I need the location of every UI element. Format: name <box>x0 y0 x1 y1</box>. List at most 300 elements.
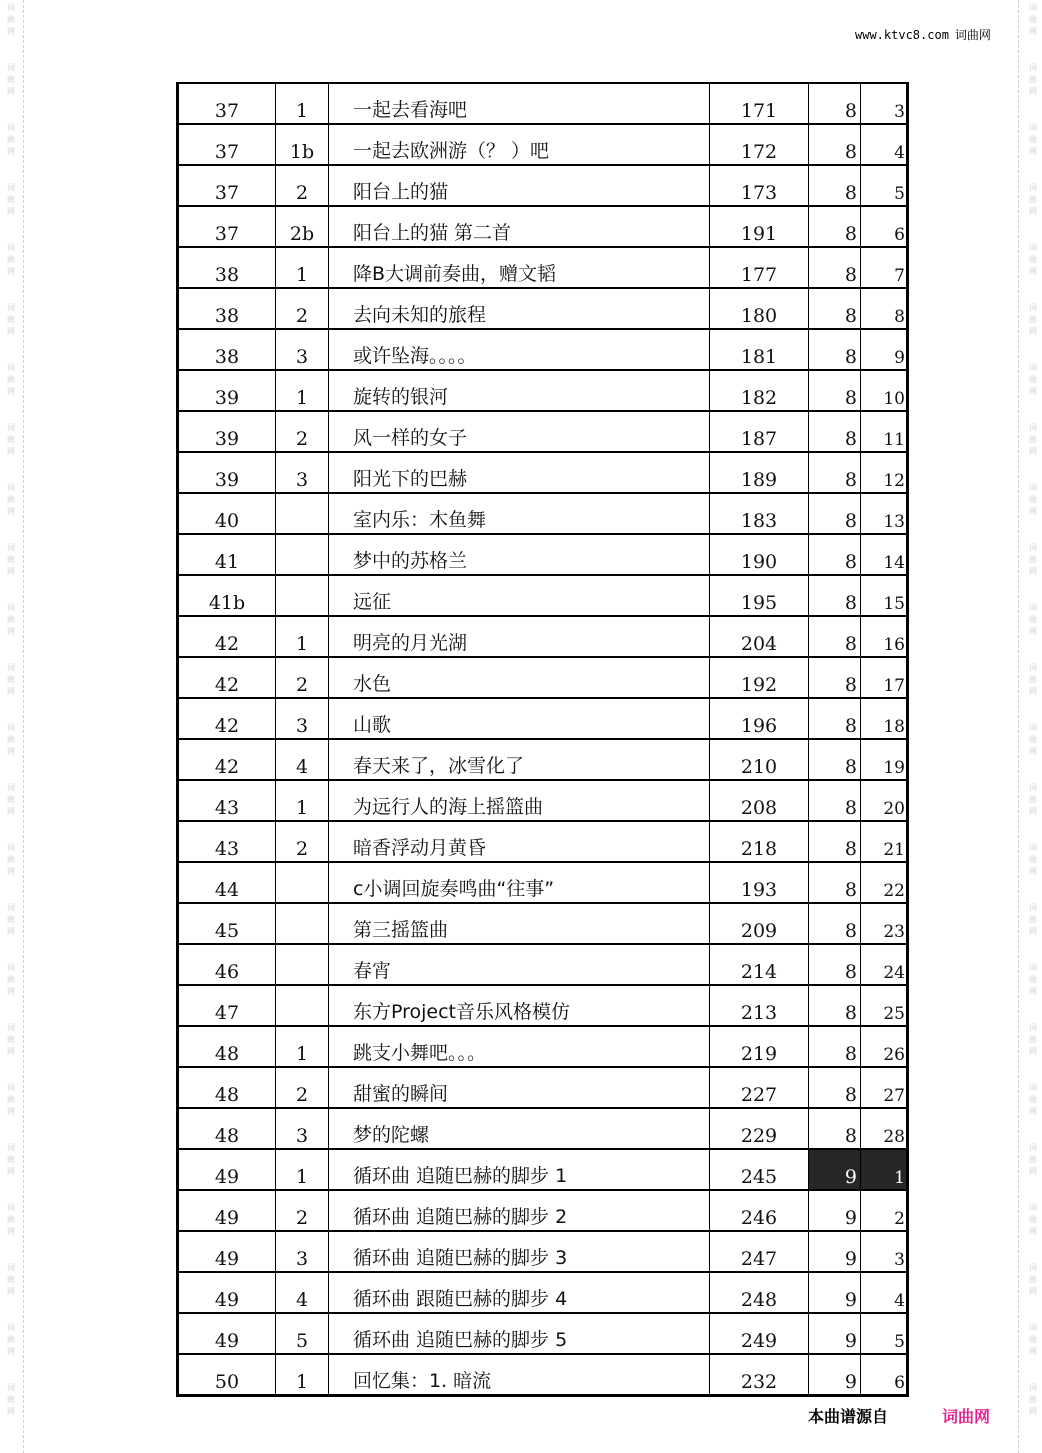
cell-volume: 8 <box>809 534 861 575</box>
cell-part: 3 <box>276 452 329 493</box>
cell-part: 4 <box>276 1272 329 1313</box>
cell-title: 循环曲 追随巴赫的脚步 2 <box>329 1190 710 1231</box>
cell-title: 旋转的银河 <box>329 370 710 411</box>
cell-volume: 9 <box>809 1354 861 1396</box>
cell-page: 16 <box>861 616 908 657</box>
watermark-group <box>1029 780 1037 840</box>
watermark-group <box>7 300 15 360</box>
watermark-char: 网 <box>1029 1107 1037 1116</box>
watermark-group <box>7 780 15 840</box>
cell-page: 19 <box>861 739 908 780</box>
watermark-char: 词 <box>7 1383 15 1392</box>
cell-series: 42 <box>178 657 276 698</box>
watermark-char: 曲 <box>1029 1335 1037 1344</box>
watermark-char: 词 <box>7 483 15 492</box>
cell-series: 38 <box>178 288 276 329</box>
cell-number: 189 <box>710 452 809 493</box>
cell-number: 196 <box>710 698 809 739</box>
cell-page: 11 <box>861 411 908 452</box>
watermark-char: 曲 <box>1029 795 1037 804</box>
watermark-char: 词 <box>1029 303 1037 312</box>
cell-title: 降B大调前奏曲，赠文韬 <box>329 247 710 288</box>
cell-part: 3 <box>276 329 329 370</box>
watermark-char: 曲 <box>1029 435 1037 444</box>
cell-part: 1 <box>276 1026 329 1067</box>
footer-source-label: 本曲谱源自 <box>808 1407 889 1426</box>
watermark-group <box>7 540 15 600</box>
cell-page: 9 <box>861 329 908 370</box>
cell-part: 2 <box>276 1190 329 1231</box>
watermark-char: 词 <box>7 123 15 132</box>
cell-series: 37 <box>178 124 276 165</box>
cell-number: 210 <box>710 739 809 780</box>
cell-page: 4 <box>861 124 908 165</box>
cell-part <box>276 944 329 985</box>
watermark-char: 网 <box>7 27 15 36</box>
table-row <box>178 124 908 165</box>
cell-part: 2b <box>276 206 329 247</box>
cell-volume: 8 <box>809 247 861 288</box>
cell-page: 27 <box>861 1067 908 1108</box>
right-watermark-strip <box>1024 0 1042 1453</box>
watermark-char: 曲 <box>7 1035 15 1044</box>
watermark-char: 网 <box>1029 447 1037 456</box>
watermark-char: 曲 <box>7 615 15 624</box>
table-row <box>178 1231 908 1272</box>
cell-part: 1b <box>276 124 329 165</box>
cell-number: 191 <box>710 206 809 247</box>
watermark-char: 网 <box>1029 507 1037 516</box>
site-url[interactable]: www.ktvc8.com <box>855 28 949 42</box>
watermark-char: 曲 <box>1029 675 1037 684</box>
cell-title: 去向未知的旅程 <box>329 288 710 329</box>
watermark-char: 词 <box>1029 1263 1037 1272</box>
site-name: 词曲网 <box>954 28 991 42</box>
cell-volume: 8 <box>809 862 861 903</box>
cell-series: 49 <box>178 1313 276 1354</box>
cell-volume: 9 <box>809 1190 861 1231</box>
cell-part <box>276 985 329 1026</box>
watermark-char: 词 <box>7 243 15 252</box>
watermark-char: 词 <box>1029 123 1037 132</box>
watermark-char: 网 <box>1029 567 1037 576</box>
cell-number: 213 <box>710 985 809 1026</box>
watermark-char: 词 <box>1029 63 1037 72</box>
cell-title: 暗香浮动月黄昏 <box>329 821 710 862</box>
cell-page: 13 <box>861 493 908 534</box>
watermark-char: 词 <box>1029 483 1037 492</box>
cell-series: 42 <box>178 698 276 739</box>
watermark-group <box>1029 360 1037 420</box>
cell-part: 5 <box>276 1313 329 1354</box>
watermark-char: 曲 <box>7 255 15 264</box>
cell-page: 5 <box>861 165 908 206</box>
cell-part <box>276 534 329 575</box>
table-row <box>178 329 908 370</box>
watermark-group <box>7 1200 15 1260</box>
watermark-char: 网 <box>1029 1407 1037 1416</box>
watermark-group <box>7 420 15 480</box>
cell-volume: 9 <box>809 1149 861 1190</box>
site-header[interactable] <box>855 26 991 43</box>
watermark-group <box>7 900 15 960</box>
watermark-char: 曲 <box>1029 75 1037 84</box>
cell-number: 172 <box>710 124 809 165</box>
cell-title: 第三摇篮曲 <box>329 903 710 944</box>
cell-number: 245 <box>710 1149 809 1190</box>
watermark-char: 网 <box>1029 207 1037 216</box>
watermark-char: 网 <box>7 147 15 156</box>
watermark-group <box>7 660 15 720</box>
cell-title: 春天来了，冰雪化了 <box>329 739 710 780</box>
watermark-char: 曲 <box>7 375 15 384</box>
cell-title: 一起去看海吧 <box>329 83 710 124</box>
watermark-char: 词 <box>7 843 15 852</box>
cell-page: 26 <box>861 1026 908 1067</box>
watermark-group <box>7 360 15 420</box>
watermark-char: 词 <box>1029 423 1037 432</box>
watermark-char: 网 <box>7 1227 15 1236</box>
cell-page: 24 <box>861 944 908 985</box>
table-row <box>178 411 908 452</box>
watermark-char: 网 <box>1029 1287 1037 1296</box>
cell-title: 梦的陀螺 <box>329 1108 710 1149</box>
cell-number: 218 <box>710 821 809 862</box>
cell-series: 44 <box>178 862 276 903</box>
cell-volume: 8 <box>809 1108 861 1149</box>
cell-volume: 8 <box>809 616 861 657</box>
cell-page: 18 <box>861 698 908 739</box>
cell-volume: 8 <box>809 575 861 616</box>
watermark-char: 曲 <box>1029 555 1037 564</box>
table-row <box>178 1313 908 1354</box>
watermark-char: 曲 <box>7 795 15 804</box>
watermark-char: 曲 <box>1029 735 1037 744</box>
cell-number: 193 <box>710 862 809 903</box>
watermark-char: 网 <box>1029 987 1037 996</box>
watermark-group <box>1029 1020 1037 1080</box>
cell-part: 2 <box>276 288 329 329</box>
cell-page: 5 <box>861 1313 908 1354</box>
watermark-group <box>7 240 15 300</box>
cell-title: 水色 <box>329 657 710 698</box>
watermark-char: 网 <box>7 1107 15 1116</box>
cell-part: 1 <box>276 83 329 124</box>
watermark-group <box>7 1140 15 1200</box>
table-row <box>178 944 908 985</box>
watermark-group <box>7 960 15 1020</box>
cell-title: 阳台上的猫 第二首 <box>329 206 710 247</box>
watermark-char: 词 <box>1029 1323 1037 1332</box>
cell-number: 219 <box>710 1026 809 1067</box>
watermark-group <box>7 600 15 660</box>
table-row <box>178 534 908 575</box>
watermark-char: 曲 <box>1029 1095 1037 1104</box>
watermark-group <box>1029 1260 1037 1320</box>
cell-number: 192 <box>710 657 809 698</box>
watermark-char: 网 <box>1029 1347 1037 1356</box>
table-row <box>178 862 908 903</box>
watermark-char: 曲 <box>1029 1215 1037 1224</box>
watermark-char: 词 <box>1029 783 1037 792</box>
watermark-group <box>1029 480 1037 540</box>
cell-part <box>276 862 329 903</box>
table-row <box>178 616 908 657</box>
left-margin-line <box>23 0 24 1453</box>
watermark-char: 词 <box>7 3 15 12</box>
cell-number: 247 <box>710 1231 809 1272</box>
cell-volume: 8 <box>809 83 861 124</box>
watermark-group <box>7 840 15 900</box>
footer-site-name[interactable]: 词曲网 <box>942 1407 991 1426</box>
cell-page: 17 <box>861 657 908 698</box>
watermark-char: 词 <box>7 783 15 792</box>
cell-volume: 8 <box>809 985 861 1026</box>
watermark-char: 词 <box>7 663 15 672</box>
cell-part: 2 <box>276 821 329 862</box>
table-row <box>178 288 908 329</box>
cell-series: 39 <box>178 370 276 411</box>
cell-part: 3 <box>276 1231 329 1272</box>
cell-title: 梦中的苏格兰 <box>329 534 710 575</box>
cell-part: 2 <box>276 657 329 698</box>
watermark-group <box>1029 840 1037 900</box>
watermark-group <box>7 1320 15 1380</box>
watermark-char: 网 <box>1029 1227 1037 1236</box>
watermark-char: 词 <box>1029 963 1037 972</box>
cell-title: 阳光下的巴赫 <box>329 452 710 493</box>
cell-volume: 8 <box>809 124 861 165</box>
table-row <box>178 247 908 288</box>
cell-page: 10 <box>861 370 908 411</box>
cell-title: 明亮的月光湖 <box>329 616 710 657</box>
cell-number: 173 <box>710 165 809 206</box>
watermark-char: 曲 <box>1029 1035 1037 1044</box>
cell-part: 1 <box>276 1354 329 1396</box>
watermark-char: 网 <box>7 987 15 996</box>
watermark-char: 词 <box>7 603 15 612</box>
cell-part: 4 <box>276 739 329 780</box>
watermark-group <box>1029 1140 1037 1200</box>
watermark-char: 网 <box>1029 267 1037 276</box>
cell-volume: 8 <box>809 329 861 370</box>
cell-part: 1 <box>276 1149 329 1190</box>
cell-series: 37 <box>178 206 276 247</box>
watermark-char: 词 <box>1029 543 1037 552</box>
table-row <box>178 1108 908 1149</box>
cell-series: 42 <box>178 616 276 657</box>
cell-volume: 8 <box>809 206 861 247</box>
cell-page: 7 <box>861 247 908 288</box>
cell-part: 2 <box>276 1067 329 1108</box>
cell-number: 249 <box>710 1313 809 1354</box>
watermark-char: 曲 <box>1029 1395 1037 1404</box>
cell-series: 38 <box>178 247 276 288</box>
watermark-char: 曲 <box>1029 135 1037 144</box>
cell-part <box>276 903 329 944</box>
watermark-char: 网 <box>1029 687 1037 696</box>
watermark-group <box>1029 1200 1037 1260</box>
cell-page: 3 <box>861 83 908 124</box>
watermark-char: 网 <box>7 1287 15 1296</box>
watermark-char: 曲 <box>7 1095 15 1104</box>
score-catalog-table <box>176 82 909 1397</box>
watermark-char: 词 <box>1029 243 1037 252</box>
cell-volume: 8 <box>809 165 861 206</box>
watermark-group <box>7 0 15 60</box>
cell-volume: 8 <box>809 1067 861 1108</box>
cell-volume: 8 <box>809 657 861 698</box>
table-row <box>178 698 908 739</box>
cell-number: 246 <box>710 1190 809 1231</box>
cell-volume: 8 <box>809 821 861 862</box>
watermark-char: 词 <box>7 1203 15 1212</box>
table-row <box>178 575 908 616</box>
watermark-char: 曲 <box>7 195 15 204</box>
table-row <box>178 657 908 698</box>
cell-title: c小调回旋奏鸣曲“往事” <box>329 862 710 903</box>
watermark-char: 词 <box>1029 1083 1037 1092</box>
cell-number: 171 <box>710 83 809 124</box>
watermark-char: 词 <box>7 423 15 432</box>
cell-part <box>276 575 329 616</box>
cell-number: 229 <box>710 1108 809 1149</box>
watermark-char: 曲 <box>7 135 15 144</box>
watermark-char: 词 <box>1029 1023 1037 1032</box>
cell-title: 循环曲 追随巴赫的脚步 3 <box>329 1231 710 1272</box>
cell-series: 50 <box>178 1354 276 1396</box>
cell-page: 22 <box>861 862 908 903</box>
watermark-char: 词 <box>7 1323 15 1332</box>
watermark-group <box>7 120 15 180</box>
watermark-char: 曲 <box>7 735 15 744</box>
watermark-char: 曲 <box>7 1275 15 1284</box>
cell-title: 阳台上的猫 <box>329 165 710 206</box>
watermark-char: 词 <box>7 723 15 732</box>
watermark-char: 曲 <box>7 495 15 504</box>
cell-series: 43 <box>178 821 276 862</box>
cell-page: 15 <box>861 575 908 616</box>
table-row <box>178 985 908 1026</box>
watermark-char: 词 <box>1029 363 1037 372</box>
watermark-char: 曲 <box>1029 855 1037 864</box>
watermark-char: 曲 <box>1029 195 1037 204</box>
table-row <box>178 1067 908 1108</box>
left-watermark-strip <box>2 0 20 1453</box>
watermark-char: 词 <box>1029 903 1037 912</box>
watermark-char: 曲 <box>1029 1155 1037 1164</box>
cell-page: 20 <box>861 780 908 821</box>
cell-series: 37 <box>178 83 276 124</box>
table-row <box>178 83 908 124</box>
watermark-char: 网 <box>7 807 15 816</box>
watermark-group <box>1029 540 1037 600</box>
watermark-group <box>1029 1320 1037 1380</box>
cell-title: 春宵 <box>329 944 710 985</box>
cell-part: 3 <box>276 698 329 739</box>
cell-page: 2 <box>861 1190 908 1231</box>
cell-volume: 9 <box>809 1313 861 1354</box>
cell-volume: 8 <box>809 452 861 493</box>
cell-series: 48 <box>178 1067 276 1108</box>
table-row <box>178 452 908 493</box>
watermark-char: 词 <box>1029 663 1037 672</box>
cell-title: 山歌 <box>329 698 710 739</box>
watermark-group <box>7 480 15 540</box>
cell-page: 25 <box>861 985 908 1026</box>
watermark-group <box>7 180 15 240</box>
cell-title: 风一样的女子 <box>329 411 710 452</box>
cell-number: 182 <box>710 370 809 411</box>
cell-volume: 8 <box>809 370 861 411</box>
cell-number: 177 <box>710 247 809 288</box>
watermark-char: 词 <box>1029 843 1037 852</box>
watermark-char: 词 <box>1029 723 1037 732</box>
table-row <box>178 1149 908 1190</box>
cell-part: 2 <box>276 411 329 452</box>
cell-page: 6 <box>861 206 908 247</box>
cell-page: 8 <box>861 288 908 329</box>
cell-series: 49 <box>178 1190 276 1231</box>
watermark-group <box>1029 1080 1037 1140</box>
watermark-char: 网 <box>7 927 15 936</box>
watermark-group <box>1029 420 1037 480</box>
watermark-group <box>7 1080 15 1140</box>
watermark-char: 词 <box>7 903 15 912</box>
watermark-char: 词 <box>7 1143 15 1152</box>
table-row <box>178 370 908 411</box>
cell-volume: 8 <box>809 739 861 780</box>
watermark-char: 曲 <box>7 915 15 924</box>
watermark-char: 词 <box>7 1083 15 1092</box>
watermark-char: 曲 <box>7 1335 15 1344</box>
cell-volume: 8 <box>809 944 861 985</box>
table-row <box>178 493 908 534</box>
watermark-char: 曲 <box>1029 975 1037 984</box>
watermark-char: 网 <box>7 507 15 516</box>
watermark-char: 网 <box>1029 1047 1037 1056</box>
cell-number: 232 <box>710 1354 809 1396</box>
cell-volume: 8 <box>809 288 861 329</box>
table-row <box>178 780 908 821</box>
cell-part: 1 <box>276 370 329 411</box>
watermark-group <box>7 1020 15 1080</box>
watermark-group <box>1029 180 1037 240</box>
watermark-group <box>1029 960 1037 1020</box>
table-row <box>178 821 908 862</box>
watermark-char: 网 <box>7 1047 15 1056</box>
watermark-char: 网 <box>7 567 15 576</box>
table-row <box>178 739 908 780</box>
cell-title: 循环曲 追随巴赫的脚步 1 <box>329 1149 710 1190</box>
cell-series: 48 <box>178 1108 276 1149</box>
cell-volume: 8 <box>809 780 861 821</box>
watermark-char: 网 <box>1029 327 1037 336</box>
watermark-char: 词 <box>7 183 15 192</box>
watermark-char: 词 <box>7 543 15 552</box>
watermark-char: 网 <box>1029 867 1037 876</box>
watermark-char: 网 <box>7 87 15 96</box>
cell-volume: 8 <box>809 903 861 944</box>
watermark-char: 曲 <box>7 1215 15 1224</box>
cell-title: 循环曲 追随巴赫的脚步 5 <box>329 1313 710 1354</box>
table-row <box>178 1026 908 1067</box>
watermark-char: 词 <box>1029 183 1037 192</box>
cell-volume: 8 <box>809 1026 861 1067</box>
table-row <box>178 165 908 206</box>
cell-series: 40 <box>178 493 276 534</box>
cell-number: 180 <box>710 288 809 329</box>
